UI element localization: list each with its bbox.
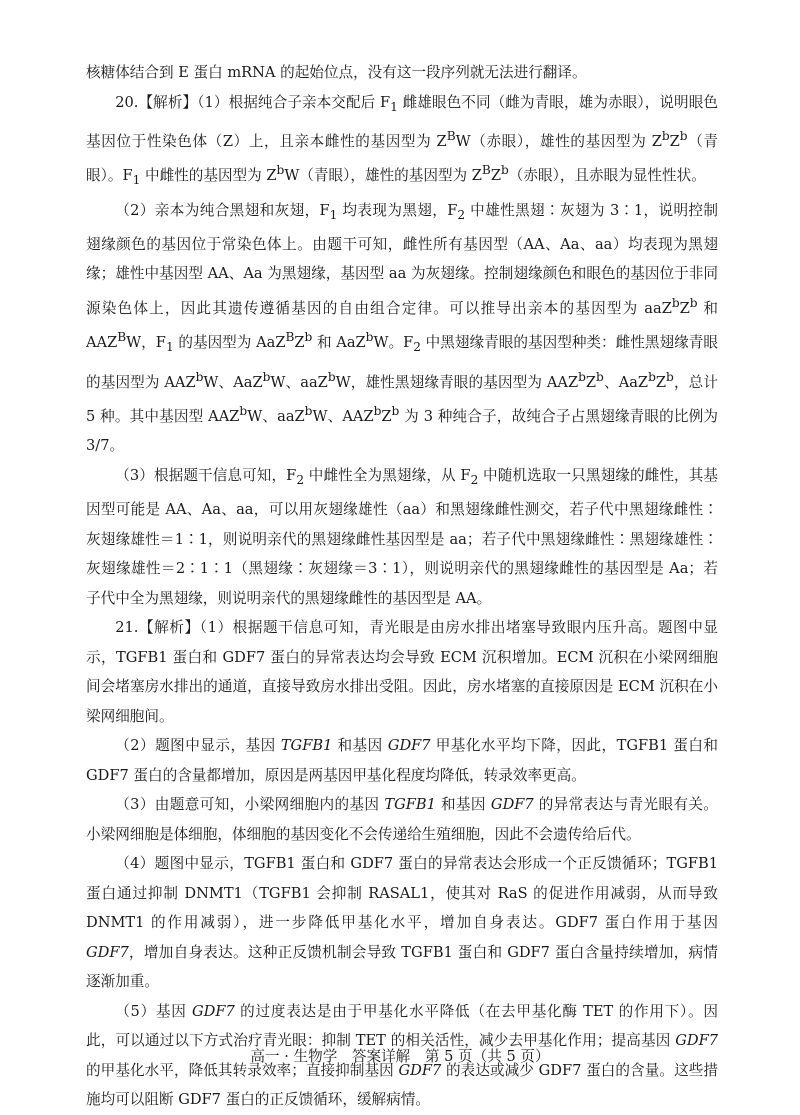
script-text: b [596,369,604,384]
text-run: 为 3 种纯合子，故纯合子占黑翅缘青眼的比例为 3/7。 [86,407,718,455]
script-text: b [262,369,271,384]
text-run: ，总计 5 种。其中基因型 AAZ [86,373,718,425]
text-run: （青眼）。F [86,132,718,185]
text-run: 均表现为黑翅，F [337,201,458,219]
text-run: Z [585,373,597,391]
text-run: 核糖体结合到 E 蛋白 mRNA 的起始位点，没有这一段序列就无法进行翻译。 [86,64,587,81]
paragraph-p2 [86,196,718,461]
script-text: 2 [457,207,466,222]
script-text: b [671,295,680,310]
text-run: W，雄性黑翅缘青眼的基因型为 AAZ [335,373,579,391]
text-run: Z [655,373,667,391]
text-run: 的基因型为 AaZ [173,334,286,352]
gene-name: TGFB1 [384,796,436,814]
script-text: B [117,330,127,345]
text-run: 20.【解析】（1）根据纯合子亲本交配后 F [115,93,391,111]
paragraph-p0 [86,58,718,88]
page-footer: 高一 · 生物学 答案详解 第 5 页（共 5 页） [250,1048,550,1065]
script-text: b [666,369,674,384]
script-text: b [661,128,670,143]
text-run: 中雌性的基因型为 Z [140,167,277,185]
script-text: b [648,369,656,384]
text-run: （3）根据题干信息可知，F [115,466,297,484]
paragraph-p3 [86,461,718,613]
text-run: 和基因 [332,737,388,755]
text-run: W（赤眼），雄性的基因型为 Z [455,132,662,150]
script-text: b [276,163,285,178]
text-run: （5）基因 [115,1002,192,1020]
script-text: 1 [390,99,398,114]
script-text: b [195,369,204,384]
script-text: b [327,369,336,384]
script-text: 2 [296,472,305,487]
text-run: W（青眼），雄性的基因型为 Z [284,167,482,185]
paragraph-p6 [86,790,718,849]
text-run: 中黑翅缘青眼的基因型种类：雌性黑翅缘青眼的基因型为 AAZ [86,334,718,391]
script-text: b [239,403,248,418]
gene-name: GDF7 [490,796,534,814]
text-run: 中雌性全为黑翅缘，从 F [304,466,471,484]
text-run: 和基因 [435,796,491,814]
script-text: B [446,128,456,143]
text-run: W、AAZ [312,407,374,425]
script-text: b [391,403,400,418]
paragraph-p7 [86,849,718,997]
text-run: （3）由题意可知，小梁网细胞内的基因 [115,796,385,814]
paragraph-p1 [86,88,718,196]
script-text: 2 [413,340,421,355]
script-text: b [689,295,698,310]
text-run: Z [381,407,392,425]
script-text: 2 [470,472,479,487]
text-run: 的过度表达是由于甲基化水平降低（在去甲基化酶 TET 的作用下）。因此，可以通过以下方式治疗青光眼：抑制 TET 的相关活性，减少去甲基化作用；提高基因 [86,1002,718,1050]
text-run: 的甲基化水平，降低其转录效率；直接抑制基因 [86,1061,399,1079]
text-run: （赤眼），且赤眼为显性性状。 [508,167,706,185]
answer-text-body [86,58,718,1115]
text-run: （4）题图中显示，TGFB1 蛋白和 GDF7 蛋白的异常表达会形成一个正反馈循环；TGFB1 蛋白通过抑制 DNMT1（TGFB1 会抑制 RASAL1，使其对 RaS 的促进作用减弱，从而导致 DNMT1 的作用减弱），进一步降低甲基化水平，增加自身表达。GDF7 蛋白作用于基因 [86,855,718,932]
gene-name: GDF7 [86,943,129,961]
script-text: B [285,330,295,345]
text-run: W、aaZ [247,407,305,425]
text-run: （2）题图中显示，基因 [115,737,281,755]
text-run: （2）亲本为纯合黑翅和灰翅，F [115,201,330,219]
paragraph-p4 [86,613,718,731]
gene-name: TGFB1 [280,737,333,755]
script-text: b [501,163,509,178]
text-run: 甲基化水平均下降，因此，TGFB1 蛋白和 GDF7 蛋白的含量都增加，原因是两基因甲基化程度均降低，转录效率更高。 [86,737,718,784]
script-text: 1 [329,207,338,222]
text-run: W、AaZ [203,373,263,391]
text-run: Z [669,132,680,150]
script-text: 1 [132,173,141,188]
text-run: 雌雄眼色不同（雌为青眼，雄为赤眼），说明眼色基因位于性染色体（Z）上，且亲本雌性的基因型为 Z [86,93,718,150]
text-run: 的表达或减少 GDF7 蛋白的含量。这些措施均可以阻断 GDF7 蛋白的正反馈循环，缓解病情。 [86,1061,718,1109]
text-run: 和 AaZ [312,334,366,352]
text-run: W、aaZ [270,373,328,391]
script-text: b [578,369,586,384]
script-text: B [481,163,491,178]
text-run: 21.【解析】（1）根据题干信息可知，青光眼是由房水排出堵塞导致眼内压升高。题图中显示，TGFB1 蛋白和 GDF7 蛋白的异常表达均会导致 ECM 沉积增加。ECM 沉积在小梁网细胞间会堵塞房水排出的通道，直接导致房水排出受阻。因此，房水堵塞的直接原因是 ECM 沉积在小梁网细胞间。 [86,619,718,725]
gene-name: GDF7 [192,1002,235,1020]
script-text: b [679,128,688,143]
text-run: 中雄性黑翅∶灰翅为 3∶1，说明控制翅缘颜色的基因位于常染色体上。由题干可知，雌性所有基因型（AA、Aa、aa）均表现为黑翅缘；雄性中基因型 AA、Aa 为黑翅缘，基因型 aa 为灰翅缘。控制翅缘颜色和眼色的基因位于非同源染色体上，因此其遗传遵循基因的自由组合定律。可以推导出亲本的基因型为 aaZ [86,201,718,317]
text-run: 中随机选取一只黑翅缘的雌性，其基因型可能是 AA、Aa、aa，可以用灰翅缘雄性（aa）和黑翅缘雌性测交，若子代中黑翅缘雌性∶灰翅缘雄性＝1∶1，则说明亲代的黑翅缘雌性基因型是 aa；若子代中黑翅缘雌性∶黑翅缘雄性∶灰翅缘雄性＝2∶1∶1（黑翅缘∶灰翅缘＝3∶1），则说明亲代的黑翅缘雌性的基因型是 Aa；若子代中全为黑翅缘，则说明亲代的黑翅缘雌性的基因型是 AA。 [86,466,718,607]
text-run: Z [679,299,690,317]
gene-name: GDF7 [387,737,431,755]
paragraph-p5 [86,731,718,790]
text-run: Z [490,167,501,185]
text-run: ，增加自身表达。这种正反馈机制会导致 TGFB1 蛋白和 GDF7 蛋白含量持续增加，病情逐渐加重。 [86,943,718,991]
text-run: W。F [373,334,414,352]
gene-name: GDF7 [675,1032,718,1050]
text-run: W，F [126,334,166,352]
text-run: Z [294,334,305,352]
text-run: 、AaZ [603,373,649,391]
text-run: 和 AAZ [86,299,719,352]
script-text: b [304,330,313,345]
script-text: 1 [165,340,174,355]
script-text: b [304,403,313,418]
script-text: b [365,330,374,345]
text-run: 的异常表达与青光眼有关。小梁网细胞是体细胞，体细胞的基因变化不会传递给生殖细胞，因此不会遗传给后代。 [86,796,718,843]
script-text: b [373,403,382,418]
gene-name: GDF7 [398,1061,442,1079]
